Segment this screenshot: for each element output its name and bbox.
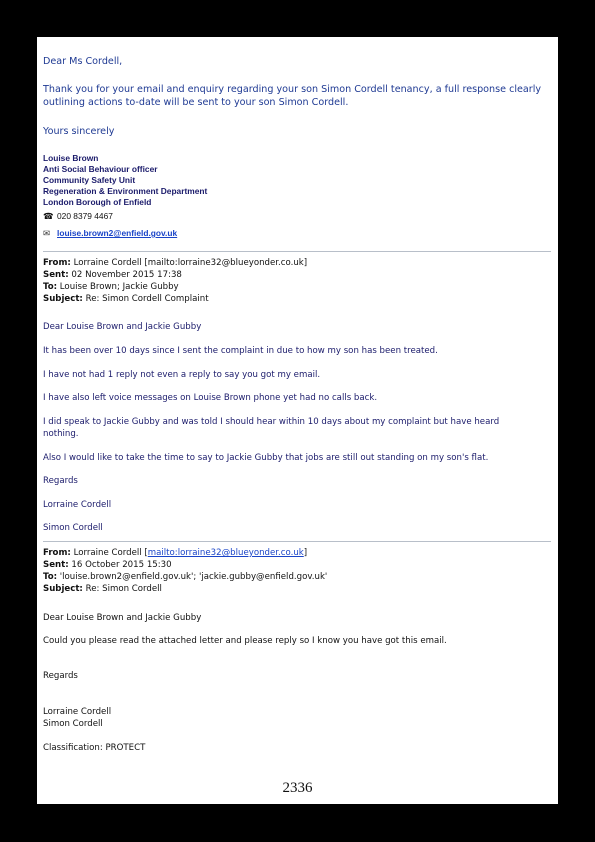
email1-subject: Re: Simon Cordell	[85, 584, 162, 594]
email2-paragraph: I did speak to Jackie Gubby and was told I should hear within 10 days about my complaint but have heard	[43, 417, 500, 427]
email1-paragraph: Could you please read the attached letter and please reply so I know you have got this email.	[43, 636, 447, 646]
email2-paragraph: Also I would like to take the time to say to Jackie Gubby that jobs are still out standing on my son's flat.	[43, 453, 489, 463]
email2-salutation: Dear Louise Brown and Jackie Gubby	[43, 322, 202, 332]
email1-from-row: From: Lorraine Cordell [mailto:lorraine32@blueyonder.co.uk]	[43, 548, 308, 558]
email2-paragraph: nothing.	[43, 429, 79, 439]
email1-subject-row: Subject: Re: Simon Cordell	[43, 584, 162, 594]
email2-paragraph: I have also left voice messages on Louise Brown phone yet had no calls back.	[43, 393, 378, 403]
email1-regards: Regards	[43, 671, 78, 681]
email1-sign: Lorraine Cordell	[43, 707, 112, 717]
signature-name: Louise Brown	[43, 153, 99, 163]
document-page	[37, 37, 558, 804]
email2-paragraph: It has been over 10 days since I sent the complaint in due to how my son has been treated.	[43, 346, 438, 356]
email2-from: Lorraine Cordell [mailto:lorraine32@blueyonder.co.uk]	[73, 258, 308, 268]
email2-from-row: From: Lorraine Cordell [mailto:lorraine32@blueyonder.co.uk]	[43, 258, 308, 268]
email2-subject: Re: Simon Cordell Complaint	[85, 294, 209, 304]
email2-sent-row: Sent: 02 November 2015 17:38	[43, 270, 182, 280]
email1-to-row: To: 'louise.brown2@enfield.gov.uk'; 'jackie.gubby@enfield.gov.uk'	[43, 572, 328, 582]
email1-from-link[interactable]: mailto:lorraine32@blueyonder.co.uk	[147, 548, 304, 558]
email1-sign: Simon Cordell	[43, 719, 103, 729]
reply-body-line1: Thank you for your email and enquiry regarding your son Simon Cordell tenancy, a full response clearly	[43, 84, 542, 95]
divider	[43, 251, 551, 252]
email2-to: Louise Brown; Jackie Gubby	[59, 282, 179, 292]
envelope-icon: ✉	[43, 228, 51, 238]
email2-to-row: To: Louise Brown; Jackie Gubby	[43, 282, 179, 292]
signature-email-link[interactable]: louise.brown2@enfield.gov.uk	[57, 228, 178, 238]
reply-salutation: Dear Ms Cordell,	[43, 56, 123, 67]
signature-title: Anti Social Behaviour officer	[43, 164, 158, 174]
email1-to: 'louise.brown2@enfield.gov.uk'; 'jackie.gubby@enfield.gov.uk'	[59, 572, 328, 582]
reply-body-line2: outlining actions to-date will be sent to your son Simon Cordell.	[43, 97, 349, 108]
classification-label: Classification: PROTECT	[43, 743, 146, 753]
page-number: 2336	[282, 780, 313, 796]
email1-salutation: Dear Louise Brown and Jackie Gubby	[43, 613, 202, 623]
signature-phone: 020 8379 4467	[57, 211, 113, 221]
divider	[43, 541, 551, 542]
signature-org: London Borough of Enfield	[43, 197, 152, 207]
signature-department: Regeneration & Environment Department	[43, 186, 208, 196]
email2-regards: Regards	[43, 476, 78, 486]
email1-sent: 16 October 2015 15:30	[71, 560, 172, 570]
email1-sent-row: Sent: 16 October 2015 15:30	[43, 560, 172, 570]
reply-closing: Yours sincerely	[43, 126, 115, 137]
email2-sent: 02 November 2015 17:38	[71, 270, 182, 280]
phone-icon: ☎	[43, 211, 54, 221]
signature-phone-row	[43, 211, 113, 221]
email2-sign: Lorraine Cordell	[43, 500, 112, 510]
email2-paragraph: I have not had 1 reply not even a reply to say you got my email.	[43, 370, 321, 380]
email2-subject-row: Subject: Re: Simon Cordell Complaint	[43, 294, 209, 304]
email2-sign: Simon Cordell	[43, 523, 103, 533]
signature-email-row	[43, 228, 177, 238]
signature-unit: Community Safety Unit	[43, 175, 136, 185]
